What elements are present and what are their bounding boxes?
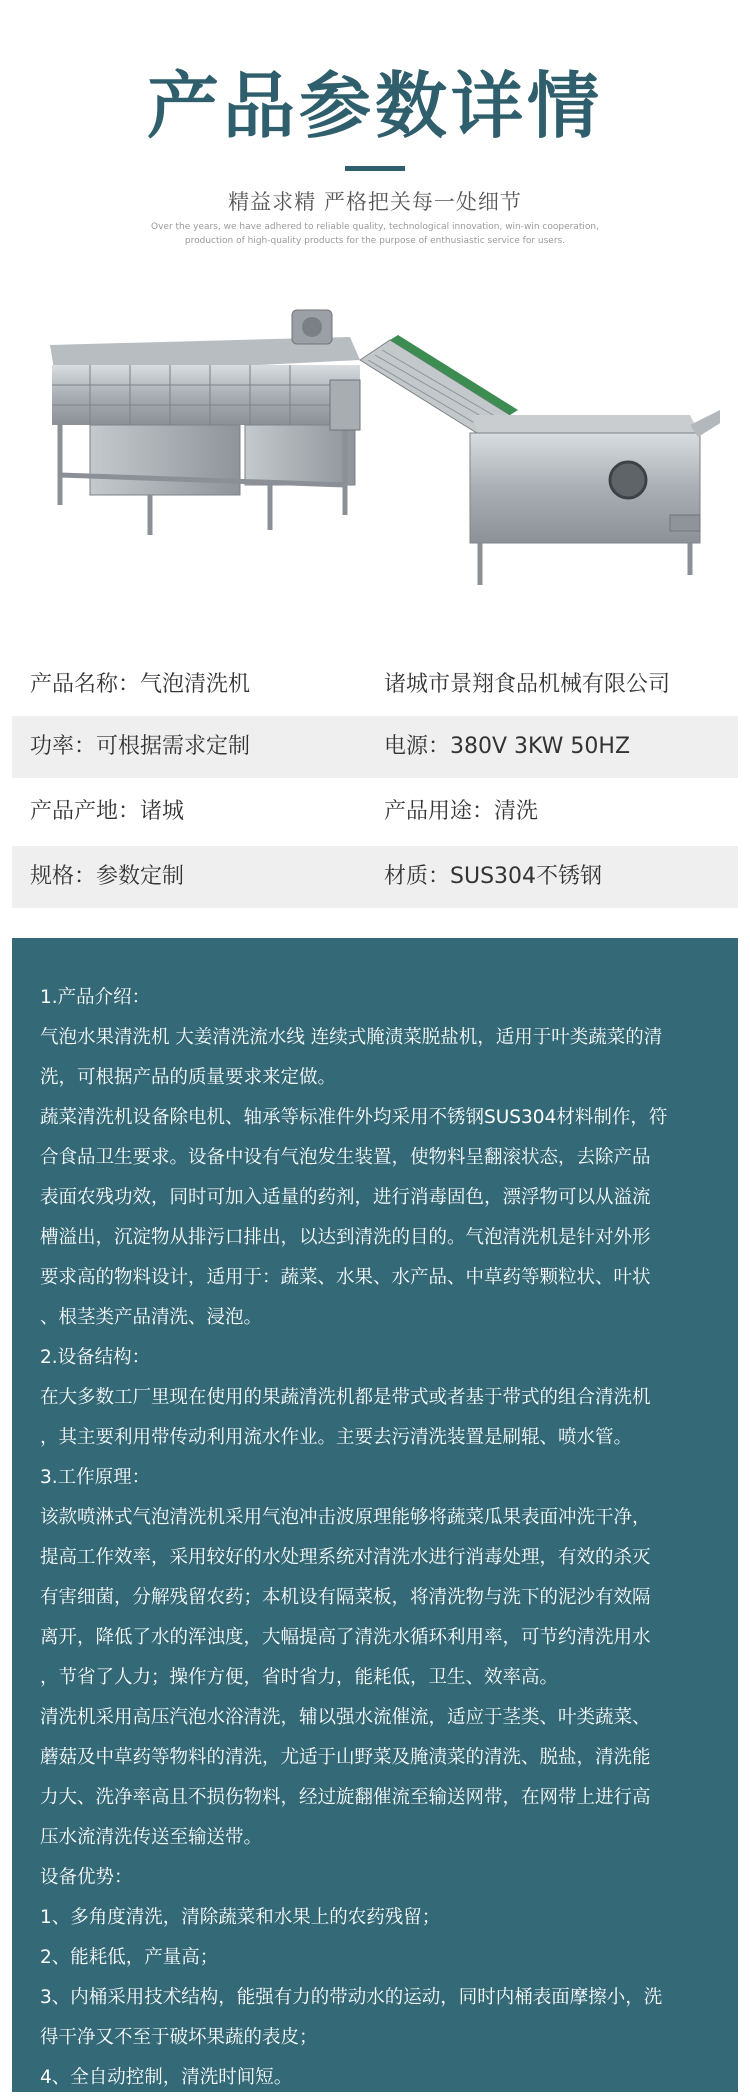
spec-origin: 产品产地：诸城: [30, 799, 185, 824]
description-line: 1.产品介绍：: [40, 987, 151, 1008]
description-line: 提高工作效率，采用较好的水处理系统对清洗水进行消毒处理，有效的杀灭: [40, 1547, 651, 1568]
description-line: 3.工作原理：: [40, 1467, 151, 1488]
description-text: [40, 978, 726, 2098]
description-line: 压水流清洗传送至输送带。: [40, 1827, 263, 1848]
description-line: 槽溢出，沉淀物从排污口排出，以达到清洗的目的。气泡清洗机是针对外形: [40, 1227, 651, 1248]
description-line: 要求高的物料设计，适用于：蔬菜、水果、水产品、中草药等颗粒状、叶状: [40, 1267, 651, 1288]
description-line: 2、能耗低，产量高；: [40, 1947, 219, 1968]
description-line: 3、内桶采用技术结构，能强有力的带动水的运动，同时内桶表面摩擦小，洗: [40, 1987, 663, 2008]
description-line: 合食品卫生要求。设备中设有气泡发生装置，使物料呈翻滚状态，去除产品: [40, 1147, 651, 1168]
english-tagline-2: production of high-quality products for the purpose of enthusiastic service for users.: [184, 236, 566, 246]
description-line: 得干净又不至于破坏果蔬的表皮；: [40, 2027, 318, 2048]
description-line: 离开，降低了水的浑浊度，大幅提高了清洗水循环利用率，可节约清洗用水: [40, 1627, 651, 1648]
description-line: 4、全自动控制，清洗时间短。: [40, 2067, 293, 2088]
description-line: 洗，可根据产品的质量要求来定做。: [40, 1067, 337, 1088]
bubble-washer-machine-image: [30, 285, 720, 640]
spec-row: [12, 781, 738, 843]
spec-row: [12, 846, 738, 908]
description-line: 1、多角度清洗，清除蔬菜和水果上的农药残留；: [40, 1907, 441, 1928]
description-line: 2.设备结构：: [40, 1347, 151, 1368]
description-line: 气泡水果清洗机 大姜清洗流水线 连续式腌渍菜脱盐机，适用于叶类蔬菜的清: [40, 1027, 663, 1048]
description-line: 有害细菌，分解残留农药；本机设有隔菜板，将清洗物与洗下的泥沙有效隔: [40, 1587, 651, 1608]
spec-row: [12, 716, 738, 778]
page-subtitle: 精益求精 严格把关每一处细节: [228, 190, 522, 214]
spec-size: 规格：参数定制: [30, 864, 185, 889]
description-line: 该款喷淋式气泡清洗机采用气泡冲击波原理能够将蔬菜瓜果表面冲洗干净，: [40, 1507, 651, 1528]
description-panel: [12, 938, 738, 2092]
spec-power: 功率：可根据需求定制: [30, 734, 251, 759]
spec-product-name: 产品名称：气泡清洗机: [30, 672, 251, 697]
description-line: 蘑菇及中草药等物料的清洗，尤适于山野菜及腌渍菜的清洗、脱盐，清洗能: [40, 1747, 651, 1768]
description-line: 清洗机采用高压汽泡水浴清洗，辅以强水流催流，适应于茎类、叶类蔬菜、: [40, 1707, 651, 1728]
spec-manufacturer: 诸城市景翔食品机械有限公司: [384, 672, 671, 697]
description-line: ，其主要利用带传动利用流水作业。主要去污清洗装置是刷辊、喷水管。: [40, 1427, 633, 1448]
title-underline: [345, 166, 405, 171]
spec-row: [12, 654, 738, 716]
description-line: 在大多数工厂里现在使用的果蔬清洗机都是带式或者基于带式的组合清洗机: [40, 1387, 651, 1408]
description-line: 表面农残功效，同时可加入适量的药剂，进行消毒固色，漂浮物可以从溢流: [40, 1187, 651, 1208]
description-line: 力大、洗净率高且不损伤物料，经过旋翻催流至输送网带，在网带上进行高: [40, 1787, 651, 1808]
spec-usage: 产品用途：清洗: [384, 799, 539, 824]
description-line: 、根茎类产品清洗、浸泡。: [40, 1307, 263, 1328]
description-line: 设备优势：: [40, 1867, 133, 1888]
english-tagline-1: Over the years, we have adhered to reliable quality, technological innovation, win-win cooperation,: [151, 222, 599, 232]
spec-material: 材质：SUS304不锈钢: [384, 864, 603, 889]
spec-power-supply: 电源：380V 3KW 50HZ: [384, 734, 631, 759]
page-title: 产品参数详情: [146, 64, 603, 148]
description-line: 蔬菜清洗机设备除电机、轴承等标准件外均采用不锈钢SUS304材料制作，符: [40, 1107, 668, 1128]
description-line: ，节省了人力；操作方便，省时省力，能耗低，卫生、效率高。: [40, 1667, 559, 1688]
